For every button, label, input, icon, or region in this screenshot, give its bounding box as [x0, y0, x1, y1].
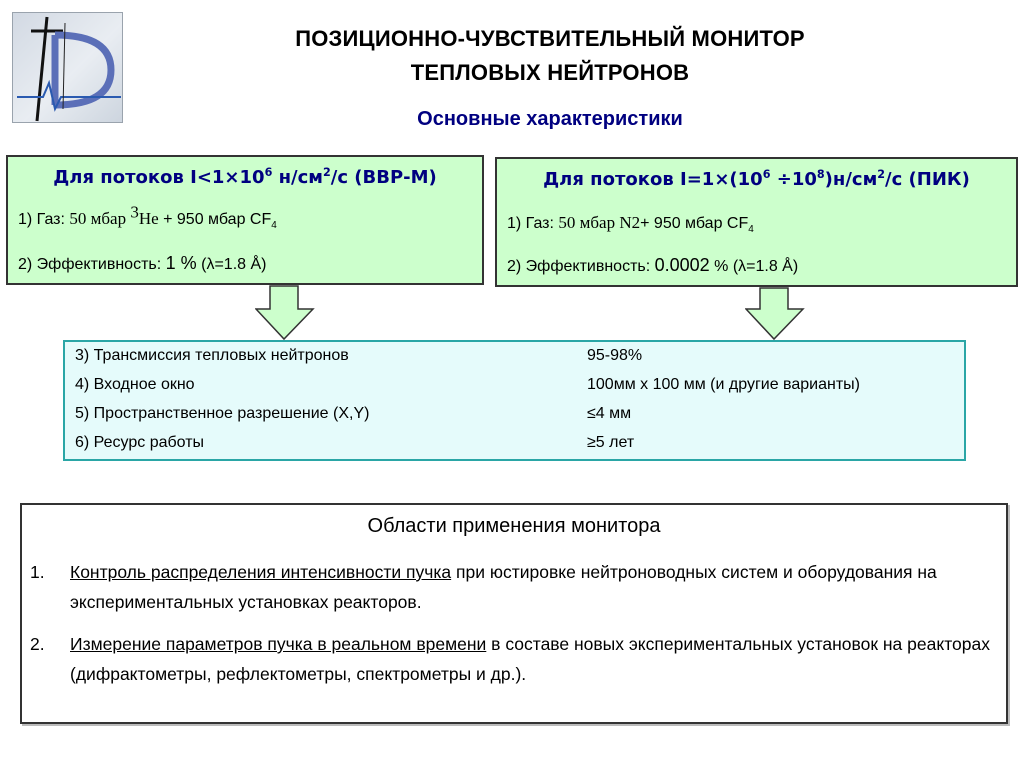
- gas-line-pik: 1) Газ: 50 мбар N2+ 950 мбар $CF_4$: [507, 213, 754, 236]
- spec-label: 4) Входное окно: [75, 376, 195, 393]
- spec-row: [75, 405, 954, 433]
- spec-row: [75, 347, 954, 375]
- efficiency-line-vvr-m: 2) Эффективность: 1 % (λ=1.8 Å): [18, 253, 267, 273]
- spec-value: ≤4 мм: [587, 405, 632, 422]
- logo-graphic: [13, 13, 122, 122]
- gas-line-vvr-m: 1) Газ: 50 мбар $^3$He + 950 мбар $CF_4$: [18, 202, 277, 232]
- applications-box: [20, 503, 1008, 724]
- spec-label: 6) Ресурс работы: [75, 434, 205, 451]
- efficiency-line-pik: 2) Эффективность: 0.0002 % (λ=1.8 Å): [507, 255, 799, 275]
- flux-box-vvr-m: [6, 155, 484, 285]
- flux-box-pik-heading: Для потоков $I=1\times(10^6 \div 10^8)н/см^2/с$ (ПИК): [543, 168, 970, 190]
- list-item-text: Измерение параметров пучка в реальном времени в составе новых экспериментальных установок на реакторах (дифрактометры, рефлектометры, спектрометры и др.).: [70, 634, 990, 684]
- spec-label: 3) Трансмиссия тепловых нейтронов: [75, 347, 349, 364]
- logo: [12, 12, 123, 123]
- flux-box-pik: [495, 157, 1018, 287]
- spec-value: 95-98%: [587, 347, 643, 364]
- list-item-number: 1.: [30, 562, 45, 582]
- page-title-line-1: ПОЗИЦИОННО-ЧУВСТВИТЕЛЬНЫЙ МОНИТОР: [295, 26, 805, 51]
- flux-box-vvr-m-heading: Для потоков $I<1\times 10^6$ $н/см^2/с$ (ВВР-М): [53, 166, 437, 188]
- section-subtitle: Основные характеристики: [417, 108, 683, 130]
- spec-label: 5) Пространственное разрешение (X,Y): [75, 405, 370, 422]
- spec-row: [75, 376, 954, 404]
- page-title-line-2: ТЕПЛОВЫХ НЕЙТРОНОВ: [410, 60, 690, 85]
- applications-title: Области применения монитора: [367, 515, 661, 537]
- list-item-number: 2.: [30, 634, 45, 654]
- specs-table: [63, 340, 966, 461]
- down-arrow-left-icon: [255, 285, 315, 341]
- spec-value: ≥5 лет: [587, 434, 635, 451]
- spec-row: [75, 434, 954, 462]
- list-item-text: Контроль распределения интенсивности пучка при юстировке нейтроноводных систем и оборудования на экспериментальных установках реакторов.: [70, 562, 937, 612]
- spec-value: 100мм х 100 мм (и другие варианты): [587, 376, 860, 393]
- down-arrow-right-icon: [745, 287, 805, 341]
